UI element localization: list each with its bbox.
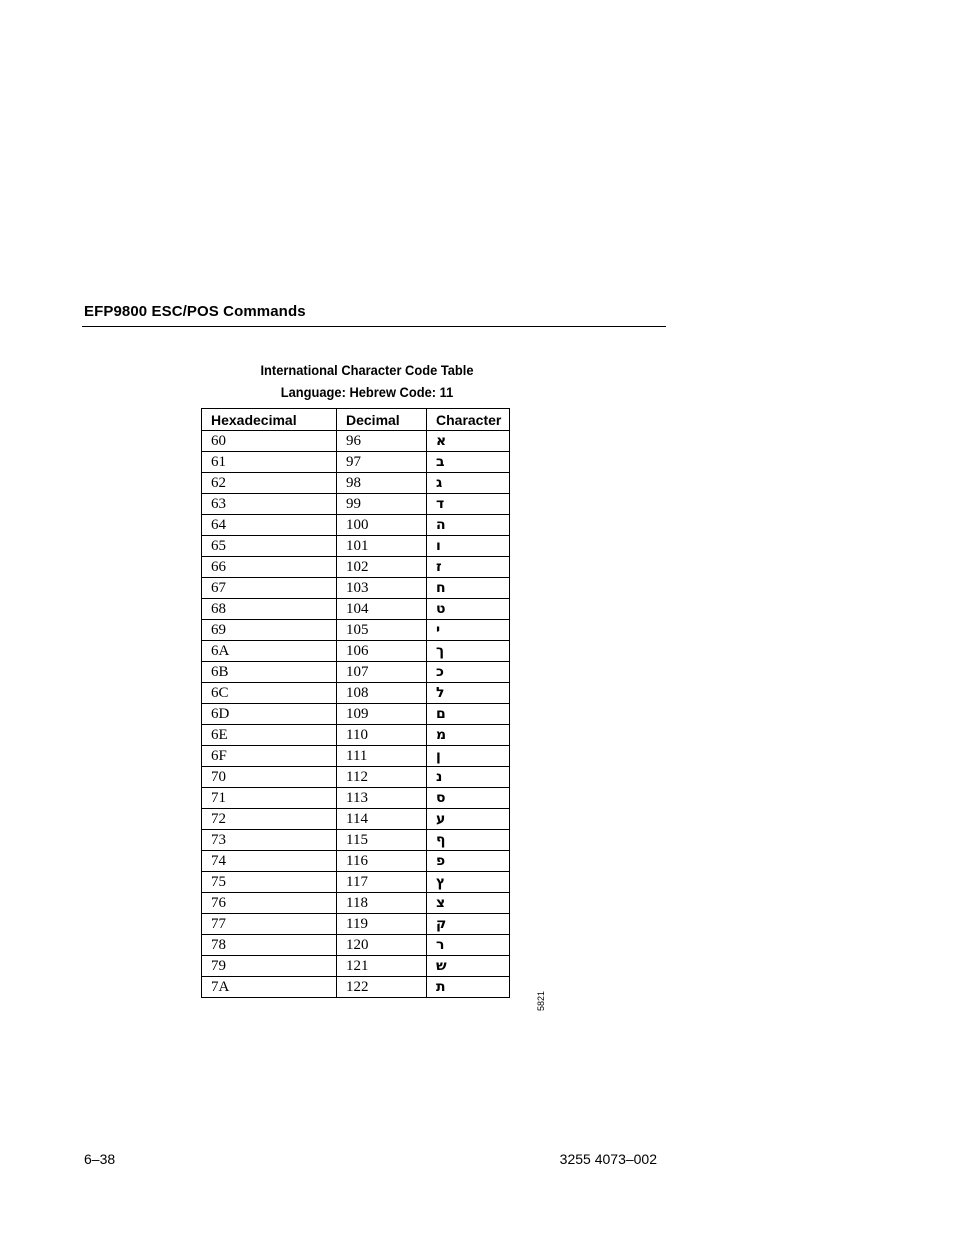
table-row (202, 767, 510, 788)
character-cell: ד (427, 494, 510, 515)
decimal-cell: 116 (337, 851, 427, 872)
table-row (202, 515, 510, 536)
hex-cell: 74 (202, 851, 337, 872)
page-number: 6–38 (84, 1151, 116, 1167)
hex-cell: 67 (202, 578, 337, 599)
table-row (202, 641, 510, 662)
decimal-cell: 109 (337, 704, 427, 725)
column-header-decimal: Decimal (337, 409, 427, 431)
table-row (202, 599, 510, 620)
table-row (202, 620, 510, 641)
hex-cell: 65 (202, 536, 337, 557)
table-row (202, 683, 510, 704)
table-row (202, 494, 510, 515)
table-row (202, 893, 510, 914)
character-cell: כ (427, 662, 510, 683)
table-row (202, 746, 510, 767)
character-cell: ק (427, 914, 510, 935)
hex-cell: 6B (202, 662, 337, 683)
decimal-cell: 103 (337, 578, 427, 599)
figure-number: 5821 (536, 990, 546, 1011)
decimal-cell: 100 (337, 515, 427, 536)
decimal-cell: 105 (337, 620, 427, 641)
hex-cell: 66 (202, 557, 337, 578)
hex-cell: 79 (202, 956, 337, 977)
table-row (202, 473, 510, 494)
decimal-cell: 122 (337, 977, 427, 998)
table-row (202, 872, 510, 893)
table-caption-title: International Character Code Table (260, 362, 474, 378)
hex-cell: 6E (202, 725, 337, 746)
character-cell: פ (427, 851, 510, 872)
table-body (202, 431, 510, 998)
table-row (202, 914, 510, 935)
table-row (202, 809, 510, 830)
table-row (202, 956, 510, 977)
hex-cell: 69 (202, 620, 337, 641)
character-cell: ף (427, 830, 510, 851)
decimal-cell: 118 (337, 893, 427, 914)
character-cell: ם (427, 704, 510, 725)
table-row (202, 788, 510, 809)
hex-cell: 7A (202, 977, 337, 998)
character-cell: ז (427, 557, 510, 578)
decimal-cell: 111 (337, 746, 427, 767)
table-row (202, 851, 510, 872)
character-cell: א (427, 431, 510, 452)
hex-cell: 6F (202, 746, 337, 767)
hex-cell: 6A (202, 641, 337, 662)
table-row (202, 662, 510, 683)
decimal-cell: 119 (337, 914, 427, 935)
decimal-cell: 98 (337, 473, 427, 494)
character-cell: ב (427, 452, 510, 473)
hex-cell: 61 (202, 452, 337, 473)
hex-cell: 70 (202, 767, 337, 788)
decimal-cell: 110 (337, 725, 427, 746)
document-number: 3255 4073–002 (559, 1151, 657, 1167)
table-caption-language: Language: Hebrew Code: 11 (280, 384, 454, 400)
character-cell: ה (427, 515, 510, 536)
character-cell: ך (427, 641, 510, 662)
table-row (202, 431, 510, 452)
character-cell: י (427, 620, 510, 641)
column-header-character: Character (427, 409, 510, 431)
table-row (202, 977, 510, 998)
character-cell: ג (427, 473, 510, 494)
character-cell: ת (427, 977, 510, 998)
hex-cell: 77 (202, 914, 337, 935)
hex-cell: 78 (202, 935, 337, 956)
character-cell: ס (427, 788, 510, 809)
decimal-cell: 121 (337, 956, 427, 977)
character-cell: ץ (427, 872, 510, 893)
hex-cell: 60 (202, 431, 337, 452)
character-cell: ע (427, 809, 510, 830)
table-header-row (202, 409, 510, 431)
character-code-table (201, 408, 510, 998)
decimal-cell: 101 (337, 536, 427, 557)
character-cell: ט (427, 599, 510, 620)
decimal-cell: 104 (337, 599, 427, 620)
decimal-cell: 120 (337, 935, 427, 956)
header-rule (82, 326, 666, 327)
hex-cell: 72 (202, 809, 337, 830)
table-row (202, 935, 510, 956)
decimal-cell: 112 (337, 767, 427, 788)
table-row (202, 557, 510, 578)
table-row (202, 536, 510, 557)
character-cell: ש (427, 956, 510, 977)
decimal-cell: 97 (337, 452, 427, 473)
decimal-cell: 96 (337, 431, 427, 452)
decimal-cell: 108 (337, 683, 427, 704)
character-cell: ח (427, 578, 510, 599)
table-row (202, 578, 510, 599)
hex-cell: 71 (202, 788, 337, 809)
character-cell: ו (427, 536, 510, 557)
hex-cell: 64 (202, 515, 337, 536)
table-row (202, 725, 510, 746)
hex-cell: 6D (202, 704, 337, 725)
hex-cell: 68 (202, 599, 337, 620)
hex-cell: 75 (202, 872, 337, 893)
decimal-cell: 114 (337, 809, 427, 830)
character-cell: ר (427, 935, 510, 956)
decimal-cell: 113 (337, 788, 427, 809)
column-header-hexadecimal: Hexadecimal (202, 409, 337, 431)
decimal-cell: 102 (337, 557, 427, 578)
character-cell: נ (427, 767, 510, 788)
decimal-cell: 115 (337, 830, 427, 851)
decimal-cell: 107 (337, 662, 427, 683)
hex-cell: 63 (202, 494, 337, 515)
table-row (202, 830, 510, 851)
character-cell: מ (427, 725, 510, 746)
hex-cell: 73 (202, 830, 337, 851)
character-cell: צ (427, 893, 510, 914)
table-row (202, 452, 510, 473)
decimal-cell: 117 (337, 872, 427, 893)
hex-cell: 76 (202, 893, 337, 914)
page-header-title: EFP9800 ESC/POS Commands (84, 303, 306, 320)
hex-cell: 6C (202, 683, 337, 704)
hex-cell: 62 (202, 473, 337, 494)
table-row (202, 704, 510, 725)
decimal-cell: 99 (337, 494, 427, 515)
character-cell: ן (427, 746, 510, 767)
decimal-cell: 106 (337, 641, 427, 662)
character-cell: ל (427, 683, 510, 704)
